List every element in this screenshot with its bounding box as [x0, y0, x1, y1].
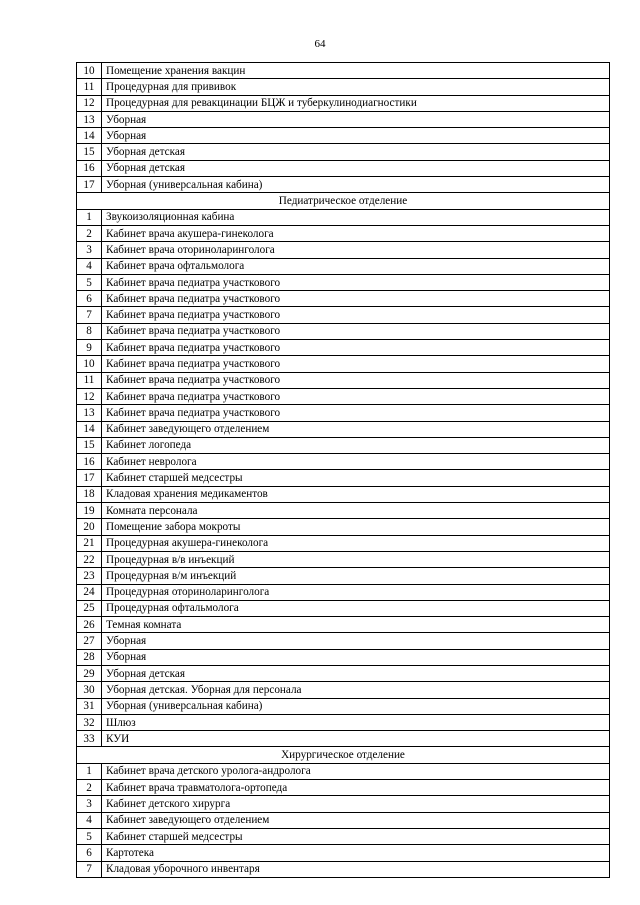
room-name: Кабинет заведующего отделением	[102, 421, 610, 437]
table-row	[77, 242, 610, 258]
room-name: Кабинет детского хирурга	[102, 796, 610, 812]
row-number: 13	[77, 405, 102, 421]
row-number: 33	[77, 731, 102, 747]
row-number: 14	[77, 421, 102, 437]
table-row	[77, 665, 610, 681]
room-name: Кабинет врача оториноларинголога	[102, 242, 610, 258]
row-number: 19	[77, 503, 102, 519]
table-row	[77, 177, 610, 193]
table-row	[77, 780, 610, 796]
row-number: 10	[77, 63, 102, 79]
table-row	[77, 861, 610, 877]
table-row	[77, 437, 610, 453]
row-number: 2	[77, 780, 102, 796]
row-number: 16	[77, 160, 102, 176]
table-row	[77, 519, 610, 535]
row-number: 5	[77, 828, 102, 844]
row-number: 11	[77, 79, 102, 95]
row-number: 12	[77, 388, 102, 404]
room-name: Процедурная в/в инъекций	[102, 551, 610, 567]
table-row	[77, 535, 610, 551]
room-name: Уборная	[102, 649, 610, 665]
room-name: Картотека	[102, 845, 610, 861]
table-row	[77, 845, 610, 861]
row-number: 4	[77, 812, 102, 828]
table-row	[77, 454, 610, 470]
row-number: 13	[77, 111, 102, 127]
row-number: 14	[77, 128, 102, 144]
row-number: 16	[77, 454, 102, 470]
table-row	[77, 307, 610, 323]
room-name: Кабинет врача педиатра участкового	[102, 274, 610, 290]
page-number: 64	[314, 38, 326, 50]
table-row	[77, 421, 610, 437]
table-row	[77, 714, 610, 730]
room-name: Уборная (универсальная кабина)	[102, 698, 610, 714]
room-name: Процедурная для прививок	[102, 79, 610, 95]
room-name: Уборная детская. Уборная для персонала	[102, 682, 610, 698]
table-row	[77, 111, 610, 127]
room-name: Шлюз	[102, 714, 610, 730]
room-name: Помещение забора мокроты	[102, 519, 610, 535]
table-row	[77, 568, 610, 584]
row-number: 7	[77, 307, 102, 323]
table-row	[77, 209, 610, 225]
row-number: 12	[77, 95, 102, 111]
room-name: Кабинет врача педиатра участкового	[102, 340, 610, 356]
room-name: Уборная	[102, 633, 610, 649]
table-row	[77, 503, 610, 519]
room-name: Кладовая хранения медикаментов	[102, 486, 610, 502]
room-name: Кабинет врача педиатра участкового	[102, 388, 610, 404]
room-name: Кабинет врача травматолога-ортопеда	[102, 780, 610, 796]
row-number: 21	[77, 535, 102, 551]
room-name: Кабинет врача педиатра участкового	[102, 372, 610, 388]
table-row	[77, 79, 610, 95]
row-number: 26	[77, 617, 102, 633]
row-number: 6	[77, 845, 102, 861]
row-number: 24	[77, 584, 102, 600]
row-number: 3	[77, 242, 102, 258]
table-row	[77, 372, 610, 388]
table-row	[77, 649, 610, 665]
table-row	[77, 160, 610, 176]
table-row	[77, 698, 610, 714]
row-number: 4	[77, 258, 102, 274]
table-row	[77, 551, 610, 567]
room-name: Кабинет врача педиатра участкового	[102, 291, 610, 307]
row-number: 31	[77, 698, 102, 714]
row-number: 30	[77, 682, 102, 698]
row-number: 15	[77, 144, 102, 160]
table-row	[77, 128, 610, 144]
room-name: Уборная	[102, 128, 610, 144]
table-row	[77, 258, 610, 274]
table-row	[77, 95, 610, 111]
table-row	[77, 617, 610, 633]
room-name: Кабинет врача педиатра участкового	[102, 356, 610, 372]
row-number: 28	[77, 649, 102, 665]
room-name: Уборная	[102, 111, 610, 127]
room-name: Уборная детская	[102, 160, 610, 176]
room-name: Уборная детская	[102, 665, 610, 681]
room-name: Процедурная для ревакцинации БЦЖ и туберкулинодиагностики	[102, 95, 610, 111]
room-name: Темная комната	[102, 617, 610, 633]
row-number: 32	[77, 714, 102, 730]
room-name: Комната персонала	[102, 503, 610, 519]
table-row	[77, 405, 610, 421]
room-name: Помещение хранения вакцин	[102, 63, 610, 79]
row-number: 29	[77, 665, 102, 681]
table-row	[77, 812, 610, 828]
row-number: 18	[77, 486, 102, 502]
section-header-row	[77, 193, 610, 209]
room-name: Кабинет старшей медсестры	[102, 828, 610, 844]
table-row	[77, 682, 610, 698]
section-title: Хирургическое отделение	[77, 747, 610, 763]
table-row	[77, 763, 610, 779]
row-number: 2	[77, 225, 102, 241]
room-name: Звукоизоляционная кабина	[102, 209, 610, 225]
row-number: 8	[77, 323, 102, 339]
table-row	[77, 274, 610, 290]
table-row	[77, 323, 610, 339]
row-number: 20	[77, 519, 102, 535]
table-row	[77, 584, 610, 600]
row-number: 11	[77, 372, 102, 388]
room-name: Кабинет старшей медсестры	[102, 470, 610, 486]
row-number: 1	[77, 209, 102, 225]
table-row	[77, 340, 610, 356]
section-title: Педиатрическое отделение	[77, 193, 610, 209]
table-row	[77, 796, 610, 812]
room-name: Процедурная офтальмолога	[102, 600, 610, 616]
room-name: Кабинет врача детского уролога-андролога	[102, 763, 610, 779]
table-row	[77, 291, 610, 307]
room-name: Кабинет заведующего отделением	[102, 812, 610, 828]
row-number: 10	[77, 356, 102, 372]
room-name: Кабинет врача офтальмолога	[102, 258, 610, 274]
room-name: Кабинет логопеда	[102, 437, 610, 453]
row-number: 23	[77, 568, 102, 584]
room-name: Кабинет врача педиатра участкового	[102, 405, 610, 421]
row-number: 27	[77, 633, 102, 649]
table-row	[77, 144, 610, 160]
row-number: 7	[77, 861, 102, 877]
row-number: 17	[77, 177, 102, 193]
table-row	[77, 225, 610, 241]
room-name: Кабинет врача акушера-гинеколога	[102, 225, 610, 241]
table-row	[77, 731, 610, 747]
room-name: Кладовая уборочного инвентаря	[102, 861, 610, 877]
row-number: 5	[77, 274, 102, 290]
room-name: Процедурная акушера-гинеколога	[102, 535, 610, 551]
room-name: Кабинет невролога	[102, 454, 610, 470]
row-number: 9	[77, 340, 102, 356]
room-name: Кабинет врача педиатра участкового	[102, 323, 610, 339]
row-number: 6	[77, 291, 102, 307]
room-name: КУИ	[102, 731, 610, 747]
row-number: 1	[77, 763, 102, 779]
table-row	[77, 828, 610, 844]
table-row	[77, 388, 610, 404]
table-row	[77, 356, 610, 372]
table-row	[77, 470, 610, 486]
rooms-table-body	[77, 63, 610, 878]
room-name: Уборная детская	[102, 144, 610, 160]
rooms-table	[76, 62, 610, 878]
row-number: 25	[77, 600, 102, 616]
row-number: 15	[77, 437, 102, 453]
table-row	[77, 600, 610, 616]
table-row	[77, 63, 610, 79]
room-name: Процедурная в/м инъекций	[102, 568, 610, 584]
room-name: Кабинет врача педиатра участкового	[102, 307, 610, 323]
table-row	[77, 633, 610, 649]
row-number: 22	[77, 551, 102, 567]
room-name: Уборная (универсальная кабина)	[102, 177, 610, 193]
row-number: 3	[77, 796, 102, 812]
table-row	[77, 486, 610, 502]
section-header-row	[77, 747, 610, 763]
room-name: Процедурная оториноларинголога	[102, 584, 610, 600]
row-number: 17	[77, 470, 102, 486]
